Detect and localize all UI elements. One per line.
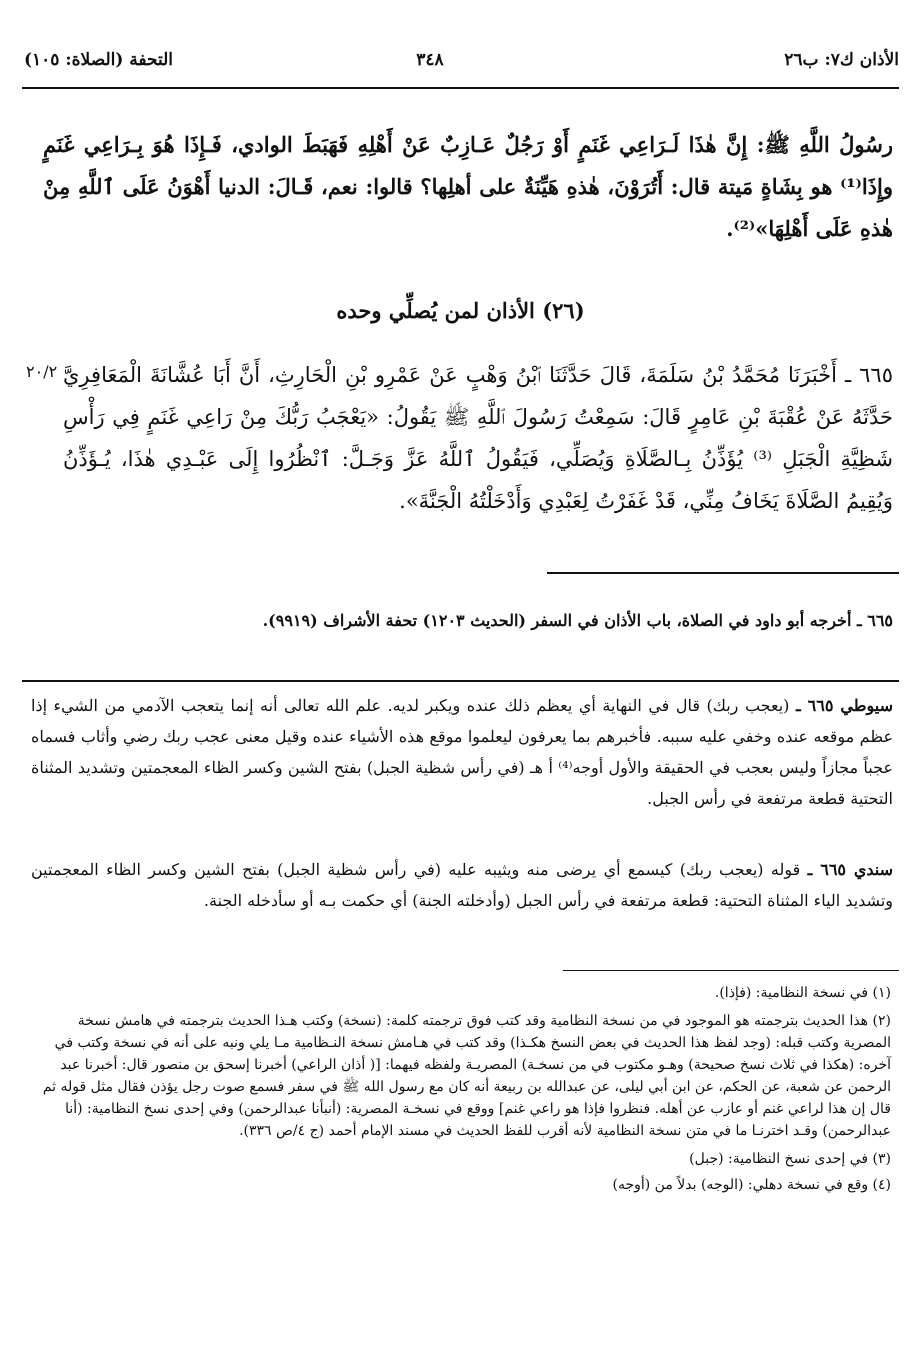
suyuti-label: سيوطي ٦٦٥ ـ	[795, 696, 894, 715]
header-rule	[22, 87, 899, 89]
sindi-label: سندي ٦٦٥ ـ	[807, 860, 894, 879]
footnote-number: (٢)	[872, 1013, 891, 1029]
page-number: ٣٤٨	[416, 50, 444, 70]
footnote-text: في إحدى نسخ النظامية: (جبل)	[689, 1151, 869, 1167]
footnotes	[29, 982, 891, 1196]
footnote-number: (١)	[872, 985, 891, 1001]
commentary-rule	[22, 680, 899, 682]
footnote-text: هذا الحديث بترجمته هو الموجود في من نسخة النظامية وقد كتب فوق ترجمته كلمة: (نسخة) وكتب هـذا الحديث بترجمته في هامش نسخة المصرية وكتب قبله: (وجد لفظ هذا الحديث في بعض النسخ هكـذا) وقد كتب في هـامش نسخة النـظامية مـا يلي ونبه على أنه في نسخة وكتب في آخره: (هكذا في ثلاث نسخ صحيحة) وهـو مكتوب في من نسخـة) المصريـة ولفظه فيهما: [( أذان الراعي) أخبرنا إسحق بن منصور قال: أخبرنا عبد الرحمن عن شعبة، عن الحكم، عن ابن أبي ليلى، عن عبدالله بن ربيعة أنه كان مع رسول الله ﷺ في سفر فسمع صوت رجل يؤذن فقال مثل قوله ثم قال إن هذا لراعي غنم أو عازب عن أهله. فنظروا فإذا هو راعي غنم] ووقع في نسخـة المصرية: (أنبأنا عبدالرحمن) وفي إحدى نسخ النظامية: (أنا عبدالرحمن) وقـد اخترنـا ما في متن نسخة النظامية لأنه أقرب للفظ الحديث في مسند الإمام أحمد (ج ٤/ص ٣٣٦).	[42, 1013, 891, 1139]
margin-reference: ٢٠/٢	[26, 362, 58, 381]
header-chapter-ref: الأذان ك٧: ب٢٦	[784, 50, 899, 70]
hadith-665-text: ٦٦٥ ـ أَخْبَرَنَا مُحَمَّدُ بْنُ سَلَمَةَ، قَالَ حَدَّثَنَا ٱبْنُ وَهْبٍ عَنْ عَمْرِو بْنِ الْحَارِثِ، أَنَّ أَبَا عُشَّانَةَ الْمَعَافِرِيَّ حَدَّثَهُ عَنْ عُقْبَةَ بْنِ عَامِرٍ قَالَ: سَمِعْتُ رَسُولَ ٱللَّهِ ﷺ يَقُولُ: «يَعْجَبُ رَبُّكَ مِنْ رَاعِي غَنَمٍ فِي رَأْسِ شَظِيَّةِ الْجَبَلِ ⁽³⁾ يُؤَذِّنُ بِـالصَّلَاةِ وَيُصَلِّي، فَيَقُولُ ٱللَّهُ عَزَّ وَجَـلَّ: ٱنْظُرُوا إِلَى عَبْـدِي هٰذَا، يُـؤَذِّنُ وَيُقِيمُ الصَّلَاةَ يَخَافُ مِنِّي، قَدْ غَفَرْتُ لِعَبْدِي وَأَدْخَلْتُهُ الْجَنَّةَ».	[63, 363, 893, 513]
footnote-2	[29, 1010, 891, 1142]
footnote-rule	[563, 970, 899, 971]
sindi-commentary	[31, 854, 893, 916]
takhrij-note: ٦٦٥ ـ أخرجه أبو داود في الصلاة، باب الأذان في السفر (الحديث ١٢٠٣) تحفة الأشراف (٩٩١٩).	[262, 611, 893, 630]
footnote-number: (٤)	[872, 1177, 891, 1193]
footnote-3	[29, 1148, 891, 1170]
footnote-number: (٣)	[872, 1151, 891, 1167]
footnote-1	[29, 982, 891, 1004]
footnote-text: وقع في نسخة دهلي: (الوجه) بدلاً من (أوجه)	[612, 1177, 869, 1193]
sindi-text: قوله (يعجب ربك) كيسمع أي يرضى منه ويثيبه عليه (في رأس شظية الجبل) بفتح الشين وكسر الظاء المعجمتين وتشديد الياء المثناة التحتية: قطعة مرتفعة في رأس الجبل (وأدخلته الجنة) أي حكمت بـه أو سأدخله الجنة.	[31, 860, 893, 910]
suyuti-commentary	[31, 690, 893, 814]
footnote-text: في نسخة النظامية: (فإذا).	[714, 985, 869, 1001]
footnote-4	[29, 1174, 891, 1196]
text-divider-rule	[547, 572, 899, 574]
suyuti-text: (يعجب ربك) قال في النهاية أي يعظم ذلك عنده ويكبر لديه. علم الله تعالى أنه إنما يتعجب الآدمي من الشيء إذا عظم موقعه عنده وخفي عليه سببه. فأخبرهم بما يعرفون ليعلموا موقع هذه الأشياء عنده وقيل معنى عجب ربك رضي وأثاب فسماه عجباً مجازاً وليس بعجب في الحقيقة والأول أوجه⁽⁴⁾ أ هـ (في رأس شظية الجبل) بفتح الشين وكسر الظاء المعجمتين وتشديد المثناة التحتية قطعة مرتفعة في رأس الجبل.	[31, 696, 893, 808]
top-hadith-text: رسُولُ اللَّهِ ﷺ: إِنَّ هٰذَا لَـرَاعِي غَنَمٍ أَوْ رَجُلٌ عَـازِبٌ عَنْ أَهْلِهِ فَهَبَطَ الوادي، فَـإِذَا هُوَ بِـرَاعِي غَنَمٍ وإِذَا⁽¹⁾ هو بِشَاةٍ مَيتة قال: أَتُرَوْنَ، هٰذهِ هَيِّنَةٌ على أهلِها؟ قالوا: نعم، قَـالَ: الدنيا أَهْوَنُ عَلَى ٱللَّهِ مِنْ هٰذهِ عَلَى أَهْلِهَا»⁽²⁾.	[43, 132, 893, 241]
header-tuhfa-ref: التحفة (الصلاة: ١٠٥)	[24, 50, 174, 70]
section-heading: (٢٦) الأذان لمن يُصلِّي وحده	[336, 298, 585, 323]
